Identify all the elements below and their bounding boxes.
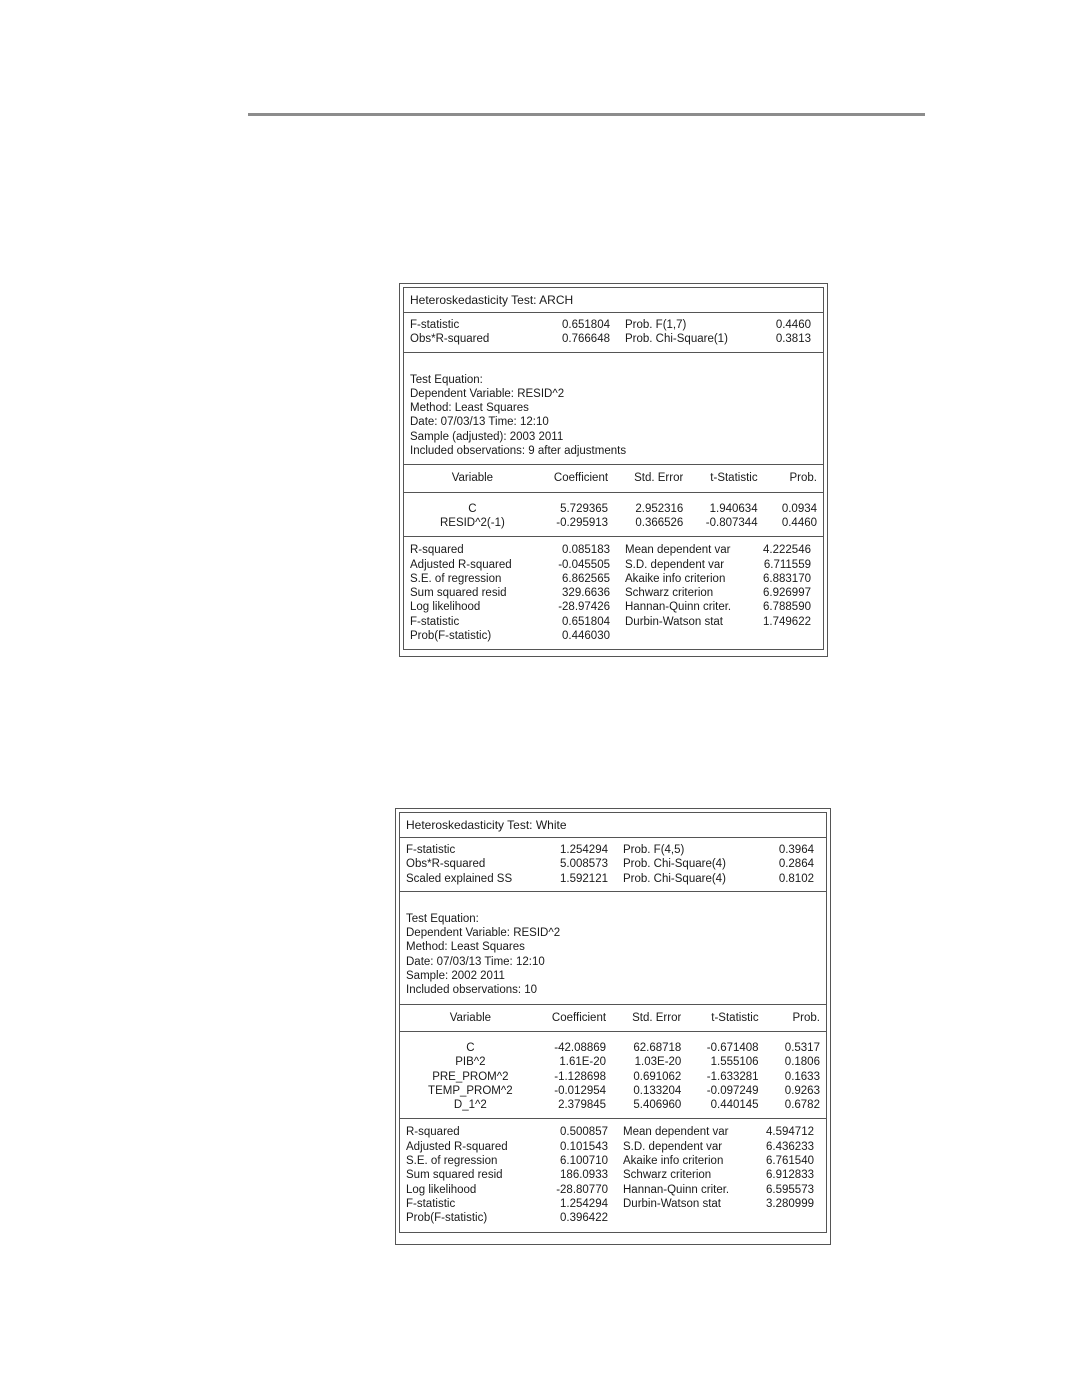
summary-label: Log likelihood <box>406 1183 477 1196</box>
arch-column-header <box>404 464 823 491</box>
summary-row <box>410 586 817 600</box>
white-title: Heteroskedasticity Test: White <box>406 818 567 832</box>
arch-coefficients <box>404 492 823 537</box>
summary-label-2: Durbin-Watson stat <box>623 1197 721 1210</box>
coef-std-error: 0.133204 <box>633 1084 682 1097</box>
coef-coefficient: -0.295913 <box>556 516 609 529</box>
summary-label: S.E. of regression <box>410 572 502 585</box>
coef-variable: PIB^2 <box>455 1056 486 1069</box>
summary-value-2: 6.595573 <box>766 1183 814 1196</box>
stat-prob-label: Prob. F(4,5) <box>623 844 685 856</box>
summary-value: 0.500857 <box>560 1126 608 1139</box>
equation-line: Included observations: 10 <box>406 984 538 997</box>
stat-prob-label: Prob. Chi-Square(4) <box>623 858 726 871</box>
top-rule <box>248 113 925 116</box>
equation-line: Date: 07/03/13 Time: 12:10 <box>410 416 549 429</box>
equation-line: Sample: 2002 2011 <box>406 970 505 983</box>
equation-line: Dependent Variable: RESID^2 <box>410 387 565 400</box>
coef-variable: RESID^2(-1) <box>439 516 505 529</box>
stat-prob-label: Prob. F(1,7) <box>625 319 687 331</box>
stat-prob-label: Prob. Chi-Square(4) <box>623 872 726 885</box>
coef-prob: 0.6782 <box>784 1099 820 1112</box>
coef-variable: C <box>468 502 477 515</box>
summary-label: F-statistic <box>406 1197 456 1210</box>
summary-value: 0.651804 <box>562 615 610 628</box>
coef-prob: 0.5317 <box>784 1041 820 1054</box>
equation-line: Date: 07/03/13 Time: 12:10 <box>406 955 545 968</box>
coef-row <box>410 516 817 530</box>
summary-value-2: 6.761540 <box>766 1155 814 1168</box>
coef-std-error: 5.406960 <box>633 1099 682 1112</box>
coef-prob: 0.1633 <box>784 1070 820 1083</box>
arch-equation <box>404 352 823 465</box>
coef-std-error: 2.952316 <box>635 502 684 515</box>
coef-coefficient: -42.08869 <box>554 1041 607 1054</box>
summary-row <box>406 1125 820 1139</box>
summary-value: 0.085183 <box>562 544 610 557</box>
summary-value: 6.862565 <box>562 572 610 585</box>
summary-value: 186.0933 <box>560 1169 608 1182</box>
stat-label: Obs*R-squared <box>406 858 486 871</box>
stat-value: 0.651804 <box>562 319 610 331</box>
header-variable: Variable <box>449 1011 492 1024</box>
summary-row <box>406 1183 820 1197</box>
summary-label: Sum squared resid <box>406 1169 503 1182</box>
stat-prob: 0.3813 <box>775 333 811 346</box>
column-header-row <box>410 471 817 485</box>
header-coefficient: Coefficient <box>551 1011 607 1024</box>
stat-prob: 0.8102 <box>778 872 814 885</box>
equation-line: Method: Least Squares <box>406 941 525 954</box>
white-test-panel <box>395 808 831 1245</box>
equation-line: Included observations: 9 after adjustments <box>410 445 627 458</box>
header-prob: Prob. <box>789 472 818 485</box>
summary-label-2: Mean dependent var <box>625 544 731 557</box>
arch-test-frame <box>403 287 824 650</box>
column-header-row <box>406 1011 820 1025</box>
stat-value: 1.592121 <box>560 872 608 885</box>
white-equation <box>400 891 826 1004</box>
summary-value-2: 6.926997 <box>763 587 811 600</box>
header-variable: Variable <box>451 472 494 485</box>
summary-value: 0.396422 <box>560 1212 608 1225</box>
stat-label: F-statistic <box>406 844 456 856</box>
summary-row <box>410 615 817 629</box>
coef-variable: PRE_PROM^2 <box>432 1070 509 1083</box>
stat-prob: 0.2864 <box>778 858 814 871</box>
stat-value: 1.254294 <box>560 844 608 856</box>
stat-prob-label: Prob. Chi-Square(1) <box>625 333 728 346</box>
stat-row <box>406 843 820 857</box>
summary-value-2 <box>757 629 811 643</box>
summary-value-2: 6.711559 <box>763 558 811 571</box>
summary-value-2: 6.436233 <box>766 1140 814 1153</box>
summary-label-2 <box>608 1211 758 1225</box>
coef-variable: D_1^2 <box>453 1099 487 1112</box>
coef-coefficient: -0.012954 <box>554 1084 607 1097</box>
stat-prob: 0.4460 <box>775 319 811 331</box>
summary-value: -0.045505 <box>558 558 610 571</box>
header-coefficient: Coefficient <box>553 472 609 485</box>
summary-value-2 <box>758 1211 814 1225</box>
equation-line: Method: Least Squares <box>410 402 529 415</box>
summary-label: Prob(F-statistic) <box>406 1212 488 1225</box>
stat-value: 5.008573 <box>560 858 608 871</box>
coef-t-statistic: 1.555106 <box>710 1056 759 1069</box>
coef-prob: 0.0934 <box>781 502 818 515</box>
summary-row <box>410 629 817 643</box>
coef-coefficient: 2.379845 <box>558 1099 607 1112</box>
stat-row <box>410 318 817 332</box>
stat-label: Scaled explained SS <box>406 872 513 885</box>
header-std-error: Std. Error <box>634 472 684 485</box>
summary-value: 0.446030 <box>562 630 610 643</box>
arch-stats <box>404 312 823 352</box>
summary-value: -28.80770 <box>556 1183 608 1196</box>
summary-label: Adjusted R-squared <box>410 558 512 571</box>
white-column-header <box>400 1004 826 1031</box>
coef-coefficient: -1.128698 <box>554 1070 607 1083</box>
summary-value: 6.100710 <box>560 1155 608 1168</box>
summary-label-2: Mean dependent var <box>623 1126 729 1139</box>
coef-variable: C <box>466 1041 475 1054</box>
summary-label-2: S.D. dependent var <box>623 1140 723 1153</box>
summary-value: -28.97426 <box>558 601 610 614</box>
summary-row <box>406 1168 820 1182</box>
summary-row <box>406 1154 820 1168</box>
summary-label-2: Hannan-Quinn criter. <box>625 601 732 614</box>
coef-t-statistic: -0.097249 <box>706 1084 759 1097</box>
summary-label-2: S.D. dependent var <box>625 558 725 571</box>
summary-label-2: Akaike info criterion <box>625 572 726 585</box>
white-stats <box>400 837 826 891</box>
white-coefficients <box>400 1031 826 1118</box>
summary-label: Adjusted R-squared <box>406 1140 508 1153</box>
summary-value: 329.6636 <box>562 587 610 600</box>
summary-label-2 <box>610 629 757 643</box>
header-t-statistic: t-Statistic <box>710 472 758 485</box>
summary-label-2: Schwarz criterion <box>625 587 714 600</box>
summary-row <box>406 1211 820 1225</box>
equation-line: Dependent Variable: RESID^2 <box>406 927 561 940</box>
summary-value-2: 4.594712 <box>766 1126 814 1139</box>
summary-label-2: Durbin-Watson stat <box>625 615 723 628</box>
coef-t-statistic: 0.440145 <box>710 1099 759 1112</box>
summary-row <box>410 600 817 614</box>
coef-coefficient: 1.61E-20 <box>559 1056 607 1069</box>
summary-value-2: 6.883170 <box>763 572 811 585</box>
summary-label: S.E. of regression <box>406 1155 498 1168</box>
stat-row <box>410 332 817 346</box>
coef-row <box>406 1098 820 1112</box>
coef-prob: 0.1806 <box>784 1056 820 1069</box>
coef-t-statistic: -0.671408 <box>706 1041 759 1054</box>
summary-label: F-statistic <box>410 615 460 628</box>
header-prob: Prob. <box>792 1011 820 1024</box>
summary-label: Sum squared resid <box>410 587 507 600</box>
coef-std-error: 0.691062 <box>633 1070 682 1083</box>
summary-row <box>410 543 817 557</box>
stat-row <box>406 857 820 871</box>
summary-row <box>406 1140 820 1154</box>
stat-row <box>406 872 820 886</box>
arch-summary <box>404 536 823 649</box>
coef-coefficient: 5.729365 <box>560 502 609 515</box>
summary-label: R-squared <box>406 1126 460 1139</box>
coef-row <box>410 502 817 516</box>
stat-prob: 0.3964 <box>778 844 814 856</box>
stat-label: Obs*R-squared <box>410 333 490 346</box>
equation-line: Test Equation: <box>406 912 479 925</box>
stat-value: 0.766648 <box>562 333 610 346</box>
coef-prob: 0.4460 <box>781 516 818 529</box>
coef-std-error: 62.68718 <box>633 1041 682 1054</box>
summary-row <box>410 572 817 586</box>
summary-label-2: Schwarz criterion <box>623 1169 712 1182</box>
coef-variable: TEMP_PROM^2 <box>428 1084 513 1097</box>
summary-row <box>406 1197 820 1211</box>
coef-row <box>406 1084 820 1098</box>
stat-label: F-statistic <box>410 319 460 331</box>
header-t-statistic: t-Statistic <box>711 1011 759 1024</box>
summary-label: Prob(F-statistic) <box>410 630 492 643</box>
summary-value: 0.101543 <box>560 1140 608 1153</box>
summary-label: R-squared <box>410 544 464 557</box>
summary-label-2: Hannan-Quinn criter. <box>623 1183 730 1196</box>
coef-row <box>406 1041 820 1055</box>
summary-row <box>410 558 817 572</box>
coef-std-error: 0.366526 <box>635 516 684 529</box>
coef-t-statistic: 1.940634 <box>709 502 758 515</box>
summary-label-2: Akaike info criterion <box>623 1155 724 1168</box>
white-test-frame <box>399 812 827 1233</box>
arch-test-panel <box>399 283 828 657</box>
coef-std-error: 1.03E-20 <box>634 1056 682 1069</box>
summary-value-2: 1.749622 <box>763 615 811 628</box>
arch-title: Heteroskedasticity Test: ARCH <box>410 293 574 307</box>
coef-row <box>406 1070 820 1084</box>
summary-value: 1.254294 <box>560 1197 608 1210</box>
summary-value-2: 6.912833 <box>766 1169 814 1182</box>
coef-t-statistic: -1.633281 <box>706 1070 759 1083</box>
summary-label: Log likelihood <box>410 601 481 614</box>
summary-value-2: 3.280999 <box>766 1197 814 1210</box>
coef-prob: 0.9263 <box>784 1084 820 1097</box>
equation-line: Sample (adjusted): 2003 2011 <box>410 430 564 443</box>
white-summary <box>400 1118 826 1231</box>
coef-t-statistic: -0.807344 <box>705 516 758 529</box>
summary-value-2: 4.222546 <box>763 544 811 557</box>
summary-value-2: 6.788590 <box>763 601 811 614</box>
equation-line: Test Equation: <box>410 373 483 386</box>
coef-row <box>406 1055 820 1069</box>
header-std-error: Std. Error <box>632 1011 682 1024</box>
